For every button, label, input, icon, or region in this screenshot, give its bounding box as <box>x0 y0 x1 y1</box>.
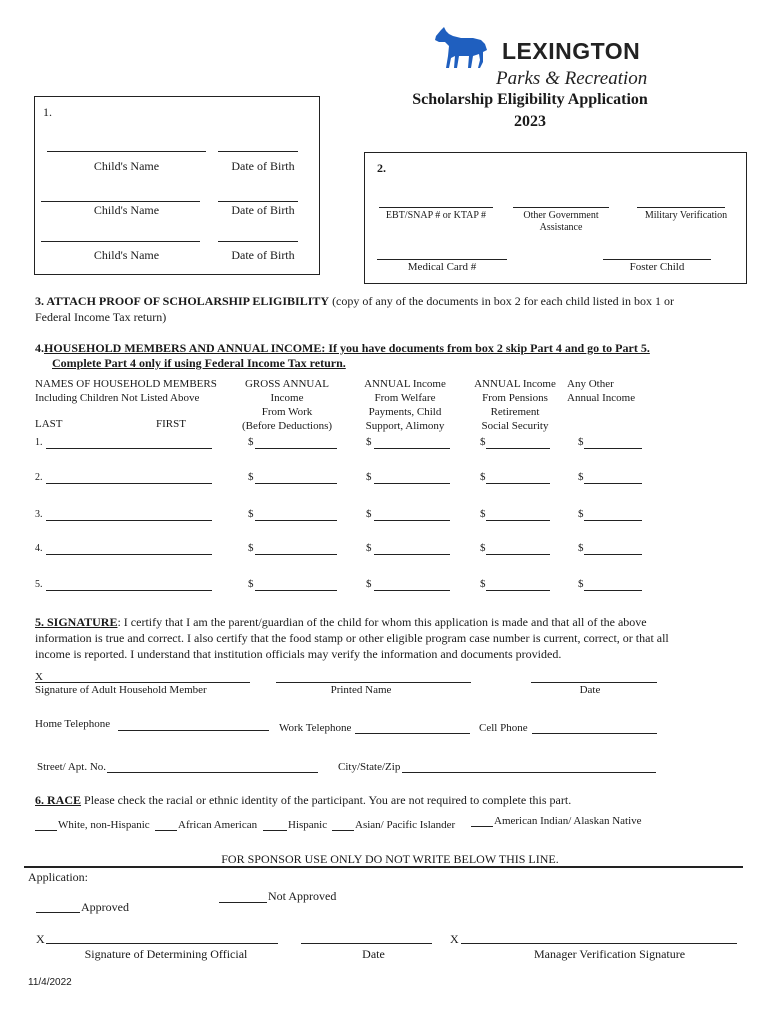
home-telephone-label: Home Telephone <box>35 718 111 730</box>
official-date-label: Date <box>362 947 385 961</box>
approved-check[interactable] <box>36 912 80 913</box>
dollar-sign: $ <box>366 471 372 483</box>
sponsor-heading: FOR SPONSOR USE ONLY DO NOT WRITE BELOW THIS LINE. <box>221 852 559 866</box>
race-label-white: White, non-Hispanic <box>58 819 150 831</box>
welfare-income-field[interactable] <box>374 554 450 555</box>
ebt-field[interactable] <box>379 207 493 208</box>
foster-field[interactable] <box>603 259 711 260</box>
child-name-field-1[interactable] <box>47 151 206 152</box>
pensions-income-field[interactable] <box>486 448 550 449</box>
dollar-sign: $ <box>480 578 486 590</box>
pensions-income-field[interactable] <box>486 483 550 484</box>
pensions-income-field[interactable] <box>486 590 550 591</box>
dollar-sign: $ <box>578 508 584 520</box>
row-number: 2. <box>35 472 43 483</box>
section4-line1: : If you have documents from box 2 skip Part 4 and go to Part 5. <box>321 341 650 355</box>
col-last-header: LAST <box>35 418 63 430</box>
city-label: City/State/Zip <box>338 761 401 773</box>
approved-label: Approved <box>81 900 129 914</box>
child-name-field-3[interactable] <box>41 241 200 242</box>
adult-signature-label: Signature of Adult Household Member <box>35 684 207 696</box>
official-date-field[interactable] <box>301 943 432 944</box>
form-title: Scholarship Eligibility Application <box>412 91 648 108</box>
city-field[interactable] <box>402 772 656 773</box>
manager-signature-label: Manager Verification Signature <box>534 947 686 961</box>
gross-income-field[interactable] <box>255 483 337 484</box>
child-name-label: Child's Name <box>93 159 160 173</box>
race-check-american-indian[interactable] <box>471 826 493 827</box>
race-check-asian[interactable] <box>332 830 354 831</box>
section4-line2: Complete Part 4 only if using Federal Income Tax return. <box>52 356 346 370</box>
printed-name-label: Printed Name <box>330 684 392 696</box>
dollar-sign: $ <box>578 436 584 448</box>
welfare-income-field[interactable] <box>374 448 450 449</box>
section6-text: Please check the racial or ethnic identity of the participant. You are not required to complete this part. <box>81 793 572 807</box>
child-dob-label: Date of Birth <box>231 248 295 262</box>
dollar-sign: $ <box>480 471 486 483</box>
race-check-hispanic[interactable] <box>263 830 287 831</box>
row-number: 3. <box>35 509 43 520</box>
brand-subtitle: Parks & Recreation <box>496 68 648 89</box>
application-label: Application: <box>28 870 88 884</box>
street-label: Street/ Apt. No. <box>37 761 107 773</box>
official-x-mark: X <box>36 932 45 946</box>
sig-date-field[interactable] <box>531 682 657 683</box>
box2-number: 2. <box>377 161 386 175</box>
dollar-sign: $ <box>248 436 254 448</box>
brand-name: LEXINGTON <box>502 38 641 64</box>
gross-income-field[interactable] <box>255 590 337 591</box>
household-member-name-field[interactable] <box>46 520 212 521</box>
gross-income-field[interactable] <box>255 554 337 555</box>
child-dob-field-1[interactable] <box>218 151 298 152</box>
manager-x-mark: X <box>450 932 459 946</box>
logo <box>433 24 653 94</box>
sponsor-divider <box>24 866 743 868</box>
dollar-sign: $ <box>480 508 486 520</box>
child-name-label: Child's Name <box>93 248 160 262</box>
dollar-sign: $ <box>248 542 254 554</box>
section6-heading: 6. RACE <box>35 793 82 807</box>
child-dob-label: Date of Birth <box>231 203 295 217</box>
other-income-field[interactable] <box>584 554 642 555</box>
pensions-income-field[interactable] <box>486 554 550 555</box>
section5-text2: information is true and correct. I also certify that the food stamp or other eligible program case number is current, correct, or that all <box>35 631 669 645</box>
manager-signature-field[interactable] <box>461 943 737 944</box>
other-income-field[interactable] <box>584 448 642 449</box>
col-names-header: NAMES OF HOUSEHOLD MEMBERS Including Children Not Listed Above <box>35 378 217 404</box>
medical-card-field[interactable] <box>377 259 507 260</box>
not-approved-label: Not Approved <box>268 889 337 903</box>
sig-x-mark: X <box>35 671 43 683</box>
household-member-name-field[interactable] <box>46 483 212 484</box>
cell-phone-field[interactable] <box>532 733 657 734</box>
not-approved-check[interactable] <box>219 902 267 903</box>
child-dob-field-2[interactable] <box>218 201 298 202</box>
race-check-african-american[interactable] <box>155 830 177 831</box>
dollar-sign: $ <box>366 508 372 520</box>
cell-phone-label: Cell Phone <box>479 722 528 734</box>
row-number: 1. <box>35 437 43 448</box>
other-gov-label: Other Government Assistance <box>523 210 599 233</box>
col-other-header: Any Other Annual Income <box>567 378 636 404</box>
dollar-sign: $ <box>248 508 254 520</box>
dollar-sign: $ <box>480 436 486 448</box>
section5-text1: : I certify that I am the parent/guardian of the child for whom this application is made and that all of the above <box>117 615 647 629</box>
dollar-sign: $ <box>366 578 372 590</box>
welfare-income-field[interactable] <box>374 520 450 521</box>
race-check-white[interactable] <box>35 830 57 831</box>
box-eligibility <box>364 152 747 284</box>
foster-label: Foster Child <box>629 261 685 273</box>
pensions-income-field[interactable] <box>486 520 550 521</box>
other-gov-field[interactable] <box>513 207 609 208</box>
section5 <box>35 614 745 662</box>
household-member-name-field[interactable] <box>46 554 212 555</box>
gross-income-field[interactable] <box>255 448 337 449</box>
section3-text2: Federal Income Tax return) <box>35 310 167 324</box>
household-member-name-field[interactable] <box>46 448 212 449</box>
military-field[interactable] <box>637 207 725 208</box>
col-welfare-header: ANNUAL Income From Welfare Payments, Child Support, Alimony <box>364 378 446 432</box>
form-year: 2023 <box>514 113 546 130</box>
col-first-header: FIRST <box>156 418 186 430</box>
section3-text: (copy of any of the documents in box 2 for each child listed in box 1 or <box>329 294 674 308</box>
military-label: Military Verification <box>644 210 728 221</box>
section3 <box>35 293 735 325</box>
race-label-hispanic: Hispanic <box>288 819 328 831</box>
child-dob-field-3[interactable] <box>218 241 298 242</box>
race-label-asian: Asian/ Pacific Islander <box>355 819 456 831</box>
section4-heading: HOUSEHOLD MEMBERS AND ANNUAL INCOME <box>44 341 322 355</box>
row-number: 5. <box>35 579 43 590</box>
dollar-sign: $ <box>248 578 254 590</box>
row-number: 4. <box>35 543 43 554</box>
footer-date: 11/4/2022 <box>28 977 72 988</box>
other-income-field[interactable] <box>584 483 642 484</box>
dollar-sign: $ <box>578 578 584 590</box>
section5-heading: 5. SIGNATURE <box>35 615 118 629</box>
race-label-american-indian: American Indian/ Alaskan Native <box>494 815 642 827</box>
race-label-african-american: African American <box>178 819 258 831</box>
medical-card-label: Medical Card # <box>407 261 477 273</box>
official-signature-label: Signature of Determining Official <box>84 947 248 961</box>
street-field[interactable] <box>107 772 318 773</box>
ebt-label: EBT/SNAP # or KTAP # <box>385 210 487 221</box>
welfare-income-field[interactable] <box>374 483 450 484</box>
gross-income-field[interactable] <box>255 520 337 521</box>
dollar-sign: $ <box>480 542 486 554</box>
child-name-label: Child's Name <box>93 203 160 217</box>
section3-heading: 3. ATTACH PROOF OF SCHOLARSHIP ELIGIBILITY <box>35 294 330 308</box>
section4-header <box>35 341 735 371</box>
household-member-name-field[interactable] <box>46 590 212 591</box>
dollar-sign: $ <box>366 542 372 554</box>
sig-date-label: Date <box>579 684 601 696</box>
horse-icon <box>433 26 489 70</box>
col-gross-header: GROSS ANNUAL Income From Work (Before Deductions) <box>241 378 333 432</box>
dollar-sign: $ <box>248 471 254 483</box>
work-telephone-label: Work Telephone <box>279 722 352 734</box>
other-income-field[interactable] <box>584 520 642 521</box>
dollar-sign: $ <box>578 542 584 554</box>
col-pensions-header: ANNUAL Income From Pensions Retirement Social Security <box>474 378 556 432</box>
dollar-sign: $ <box>366 436 372 448</box>
box1-number: 1. <box>43 105 52 119</box>
dollar-sign: $ <box>578 471 584 483</box>
adult-signature-field[interactable] <box>35 682 250 683</box>
section4-number: 4. <box>35 341 44 355</box>
child-dob-label: Date of Birth <box>231 159 295 173</box>
child-name-field-2[interactable] <box>41 201 200 202</box>
home-telephone-field[interactable] <box>118 730 269 731</box>
other-income-field[interactable] <box>584 590 642 591</box>
official-signature-field[interactable] <box>46 943 278 944</box>
section6 <box>35 793 745 808</box>
box-children <box>34 96 320 275</box>
section5-text3: income is reported. I understand that institution officials may verify the information and documents provided. <box>35 647 562 661</box>
printed-name-field[interactable] <box>276 682 471 683</box>
work-telephone-field[interactable] <box>355 733 470 734</box>
welfare-income-field[interactable] <box>374 590 450 591</box>
